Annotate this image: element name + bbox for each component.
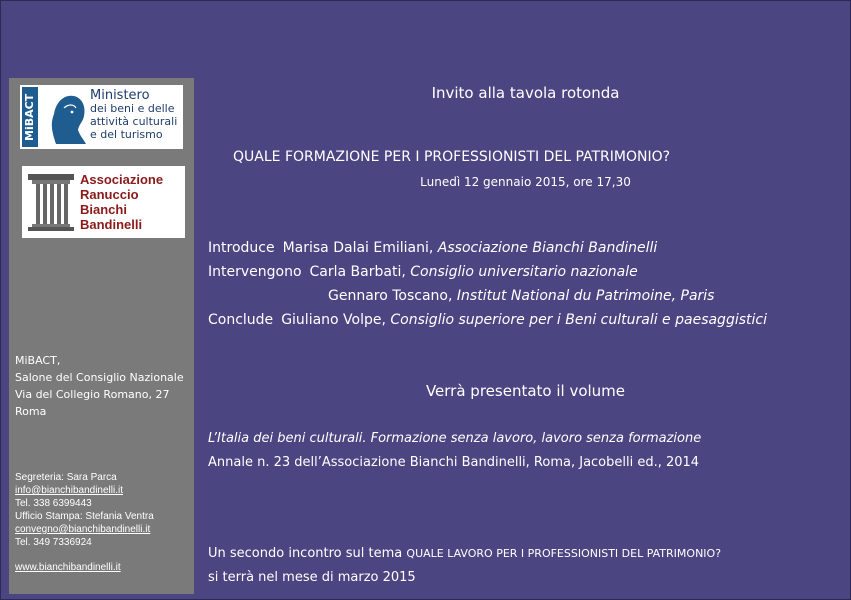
- mibact-vertical-label: MiBACT: [22, 87, 38, 147]
- mibact-line: dei beni e delle: [90, 102, 175, 115]
- association-line: Ranuccio: [80, 187, 139, 202]
- book-info: Annale n. 23 dell’Associazione Bianchi Bandinelli, Roma, Jacobelli ed., 2014: [208, 455, 700, 470]
- next-meeting-date: si terrà nel mese di marzo 2015: [208, 570, 416, 585]
- address-line: MiBACT,: [15, 354, 61, 367]
- volume-heading: Verrà presentato il volume: [425, 382, 626, 400]
- sidebar: [9, 78, 194, 594]
- program-role: Conclude: [208, 312, 274, 328]
- speaker-name: Gennaro Toscano,: [328, 288, 453, 304]
- phone-segreteria: Tel. 338 6399443: [15, 498, 92, 509]
- venue-address: [15, 352, 184, 420]
- program-row: [208, 240, 657, 256]
- invitation-content: [200, 0, 851, 600]
- speaker-affiliation: Associazione Bianchi Bandinelli: [437, 240, 658, 256]
- mibact-logo: [20, 85, 183, 149]
- program-role: Intervengono: [208, 264, 302, 280]
- event-date: Lunedì 12 gennaio 2015, ore 17,30: [420, 175, 631, 189]
- press-office-label: Ufficio Stampa: Stefania Ventra: [15, 511, 154, 522]
- address-line: Salone del Consiglio Nazionale: [15, 371, 184, 384]
- speaker-affiliation: Institut National du Patrimoine, Paris: [456, 288, 715, 304]
- program-role: Introduce: [208, 240, 275, 256]
- next-meeting-prefix: Un secondo incontro sul tema: [208, 546, 403, 561]
- association-text: [80, 172, 185, 232]
- mibact-line: e del turismo: [90, 128, 163, 141]
- program-row: [208, 264, 638, 280]
- speaker-name: Marisa Dalai Emiliani,: [282, 240, 434, 256]
- bust-icon: [42, 88, 90, 146]
- email-link-info[interactable]: info@bianchibandinelli.it: [15, 485, 123, 496]
- association-logo: [22, 166, 185, 238]
- event-title: QUALE FORMAZIONE PER I PROFESSIONISTI DEL PATRIMONIO?: [233, 149, 671, 165]
- mibact-line: attività culturali: [90, 115, 178, 128]
- invite-heading: Invito alla tavola rotonda: [431, 84, 620, 102]
- address-line: Roma: [15, 405, 47, 418]
- segreteria-label: Segreteria: Sara Parca: [15, 472, 117, 483]
- column-icon: [26, 172, 76, 232]
- next-meeting-topic: QUALE LAVORO PER I PROFESSIONISTI DEL PATRIMONIO?: [406, 547, 722, 560]
- book-title: L’Italia dei beni culturali. Formazione senza lavoro, lavoro senza formazione: [208, 431, 702, 446]
- next-meeting-line: [208, 546, 721, 561]
- contacts: [15, 471, 154, 574]
- website-link[interactable]: www.bianchibandinelli.it: [15, 562, 121, 573]
- mibact-text: [90, 89, 183, 141]
- phone-press-office: Tel. 349 7336924: [15, 537, 92, 548]
- email-link-convegno[interactable]: convegno@bianchibandinelli.it: [15, 524, 151, 535]
- mibact-line: Ministero: [90, 88, 150, 103]
- association-line: Bianchi: [80, 202, 127, 217]
- speaker-affiliation: Consiglio superiore per i Beni culturali e paesaggistici: [390, 312, 767, 328]
- program-row: [208, 312, 767, 328]
- speaker-affiliation: Consiglio universitario nazionale: [410, 264, 638, 280]
- address-line: Via del Collegio Romano, 27: [15, 388, 170, 401]
- speaker-name: Carla Barbati,: [309, 264, 406, 280]
- association-line: Bandinelli: [80, 217, 143, 232]
- speaker-name: Giuliano Volpe,: [281, 312, 386, 328]
- program-row: [328, 288, 714, 304]
- association-line: Associazione: [80, 172, 164, 187]
